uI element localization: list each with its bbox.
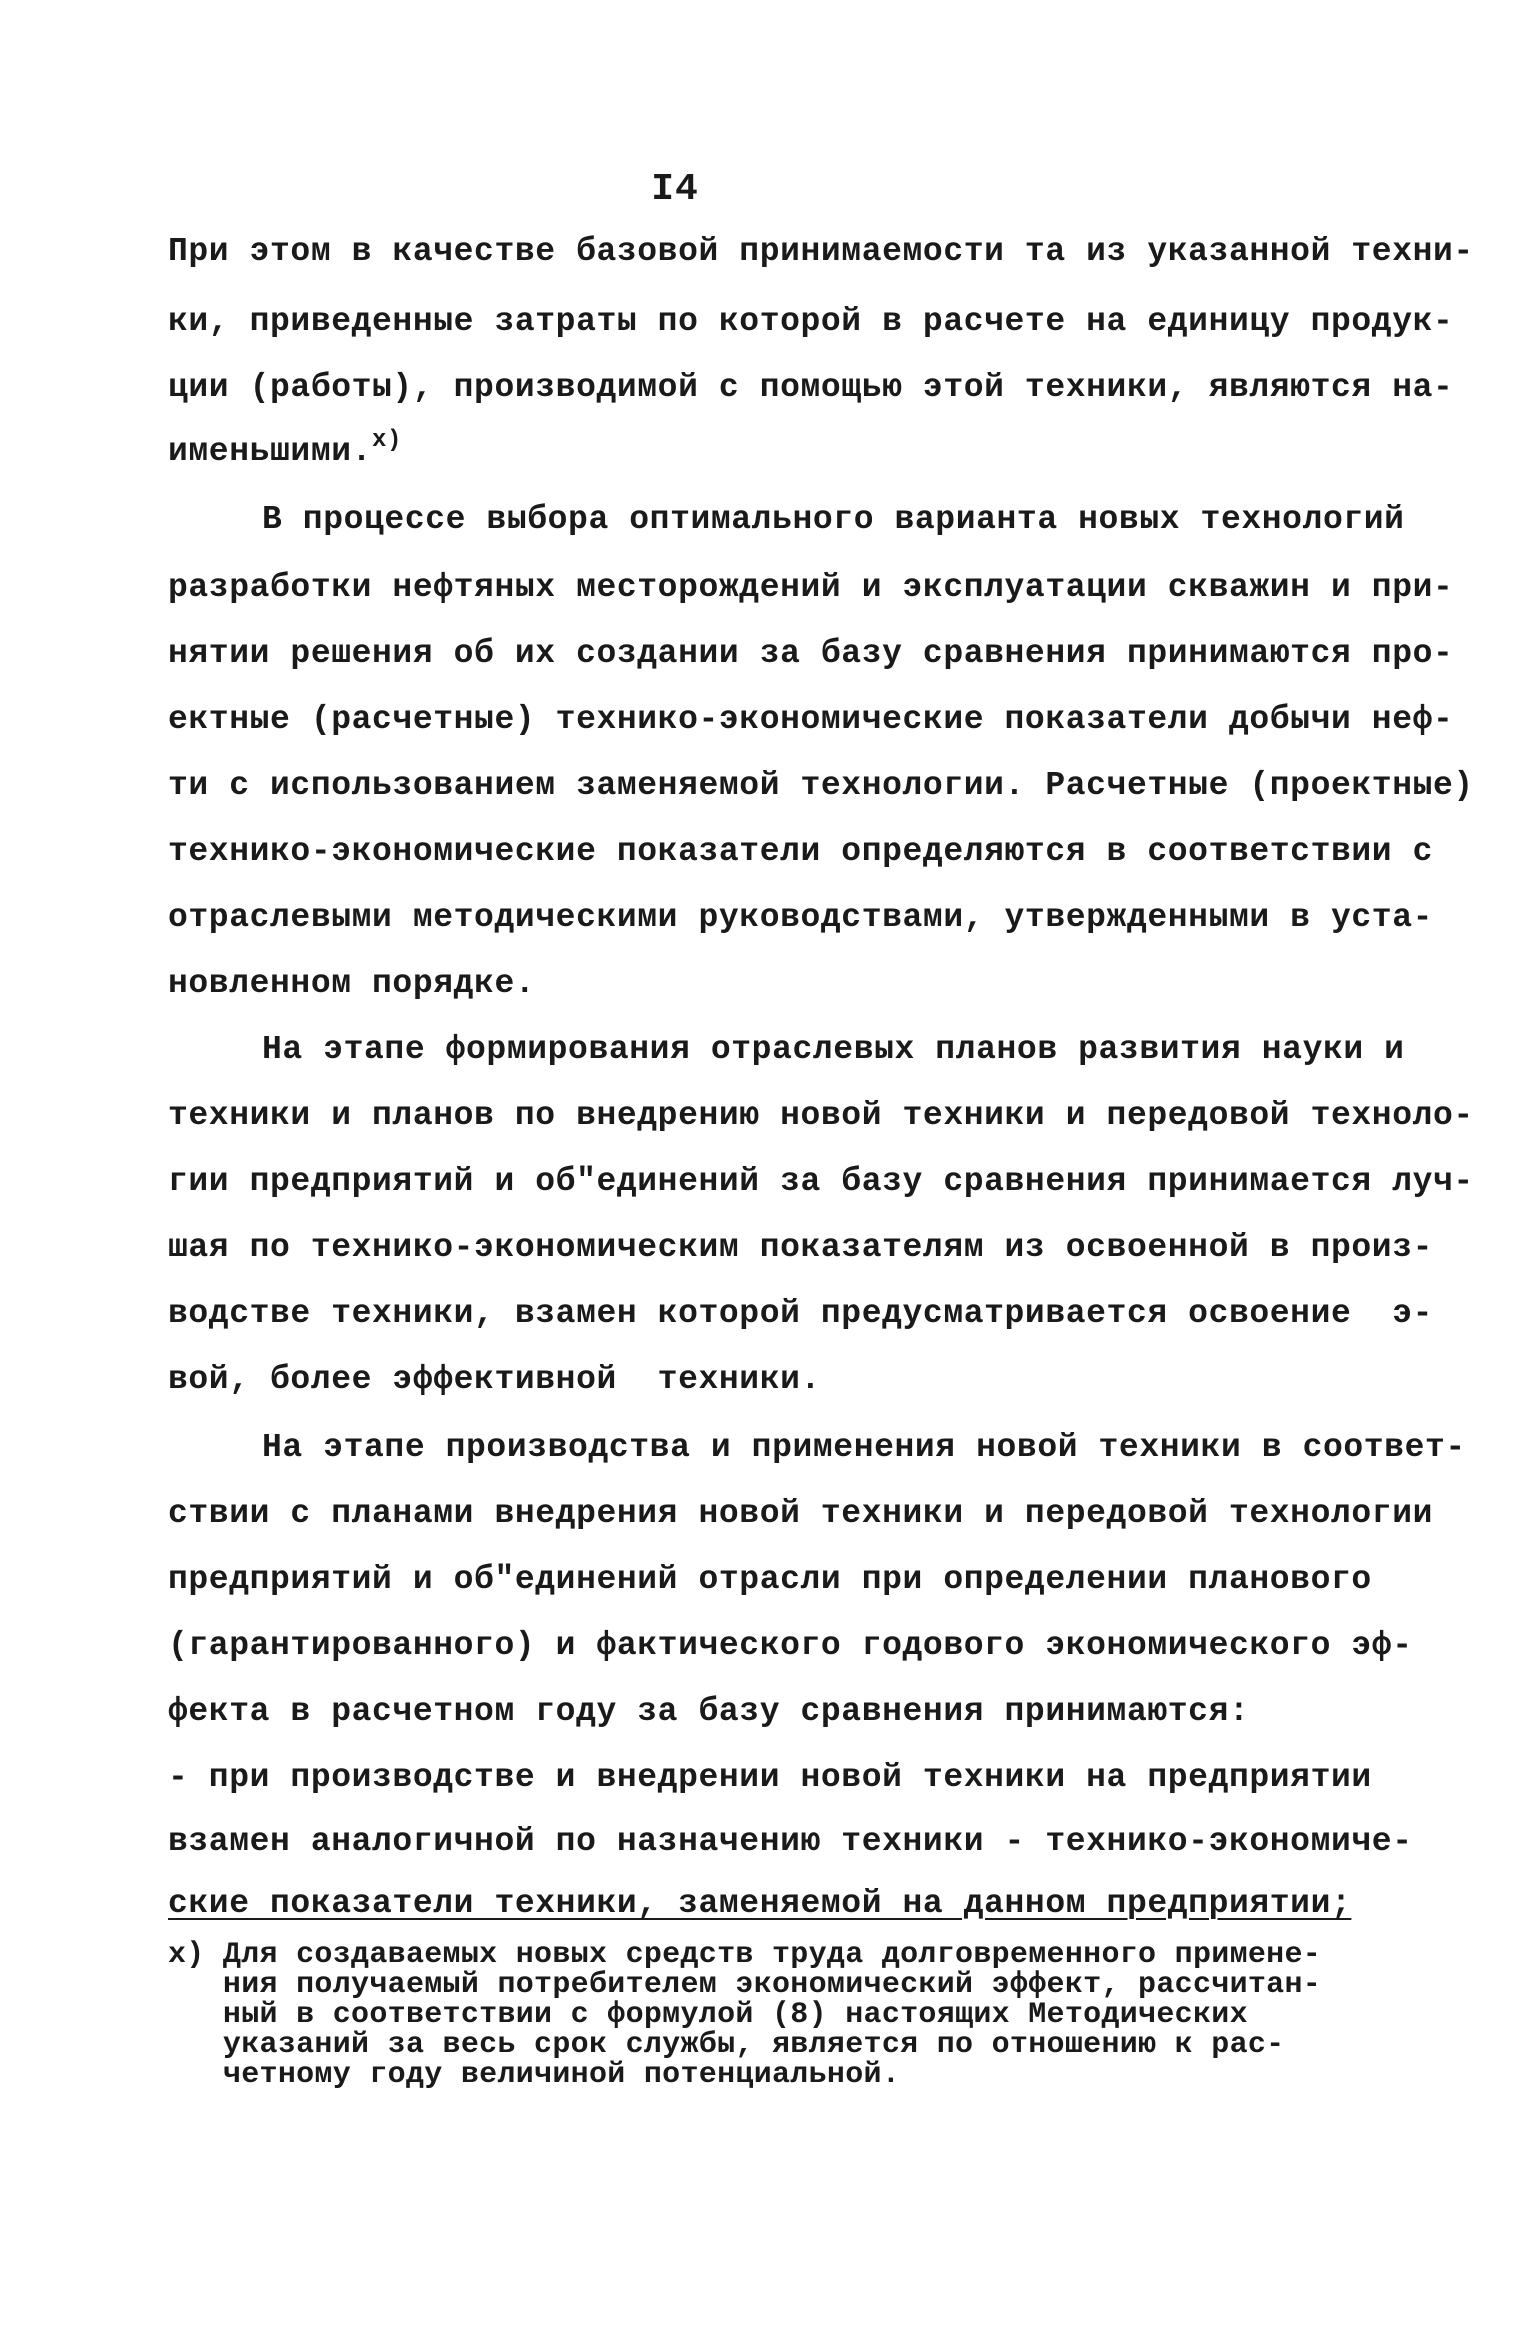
- body-line: ции (работы), производимой с помощью этой техники, являются на-: [168, 369, 1454, 406]
- body-line: водстве техники, взамен которой предусматривается освоение э-: [168, 1295, 1433, 1332]
- body-line: именьшими.: [168, 433, 373, 470]
- body-line: вой, более эффективной техники.: [168, 1361, 821, 1398]
- body-line: шая по технико-экономическим показателям из освоенной в произ-: [168, 1229, 1433, 1266]
- body-line: (гарантированного) и фактического годового экономического эф-: [168, 1627, 1413, 1664]
- body-line: ствии с планами внедрения новой техники и передовой технологии: [168, 1495, 1433, 1532]
- body-line-last: ские показатели техники, заменяемой на данном предприятии;: [168, 1885, 1352, 1922]
- body-line: ти с использованием заменяемой технологии. Расчетные (проектные): [168, 767, 1474, 804]
- footnote-line: четному году величиной потенциальной.: [168, 2058, 901, 2092]
- body-line: новленном порядке.: [168, 965, 536, 1002]
- page-number: I4: [651, 168, 699, 211]
- paragraph-start: В процессе выбора оптимального варианта новых технологий: [262, 501, 1405, 538]
- body-line: фекта в расчетном году за базу сравнения принимаются:: [168, 1693, 1250, 1730]
- body-line: нятии решения об их создании за базу сравнения принимаются про-: [168, 635, 1454, 672]
- body-line: ектные (расчетные) технико-экономические показатели добычи неф-: [168, 701, 1454, 738]
- body-line: ки, приведенные затраты по которой в расчете на единицу продук-: [168, 303, 1454, 340]
- paragraph-start: На этапе формирования отраслевых планов развития науки и: [262, 1031, 1405, 1068]
- body-line: При этом в качестве базовой принимаемости та из указанной техни-: [168, 233, 1474, 270]
- footnote-line: x) Для создаваемых новых средств труда долговременного примене-: [168, 1938, 1322, 1972]
- footnote-line: ния получаемый потребителем экономический эффект, рассчитан-: [168, 1968, 1322, 2002]
- body-line: взамен аналогичной по назначению техники - технико-экономиче-: [168, 1823, 1413, 1860]
- paragraph-start: На этапе производства и применения новой техники в соответ-: [262, 1429, 1466, 1466]
- body-line: техники и планов по внедрению новой техники и передовой техноло-: [168, 1097, 1474, 1134]
- body-line: разработки нефтяных месторождений и эксплуатации скважин и при-: [168, 569, 1454, 606]
- footnote-line: указаний за весь срок службы, является по отношению к рас-: [168, 2028, 1285, 2062]
- list-item: - при производстве и внедрении новой техники на предприятии: [168, 1759, 1372, 1796]
- footnote-line: ный в соответствии с формулой (8) настоящих Методических: [168, 1998, 1248, 2032]
- body-line-with-footnote-ref: [168, 427, 403, 475]
- body-line: предприятий и об"единений отрасли при определении планового: [168, 1561, 1372, 1598]
- body-line: гии предприятий и об"единений за базу сравнения принимается луч-: [168, 1163, 1474, 1200]
- body-line: технико-экономические показатели определяются в соответствии с: [168, 833, 1433, 870]
- body-line: отраслевыми методическими руководствами, утвержденными в уста-: [168, 899, 1433, 936]
- footnote-reference: x): [372, 427, 403, 454]
